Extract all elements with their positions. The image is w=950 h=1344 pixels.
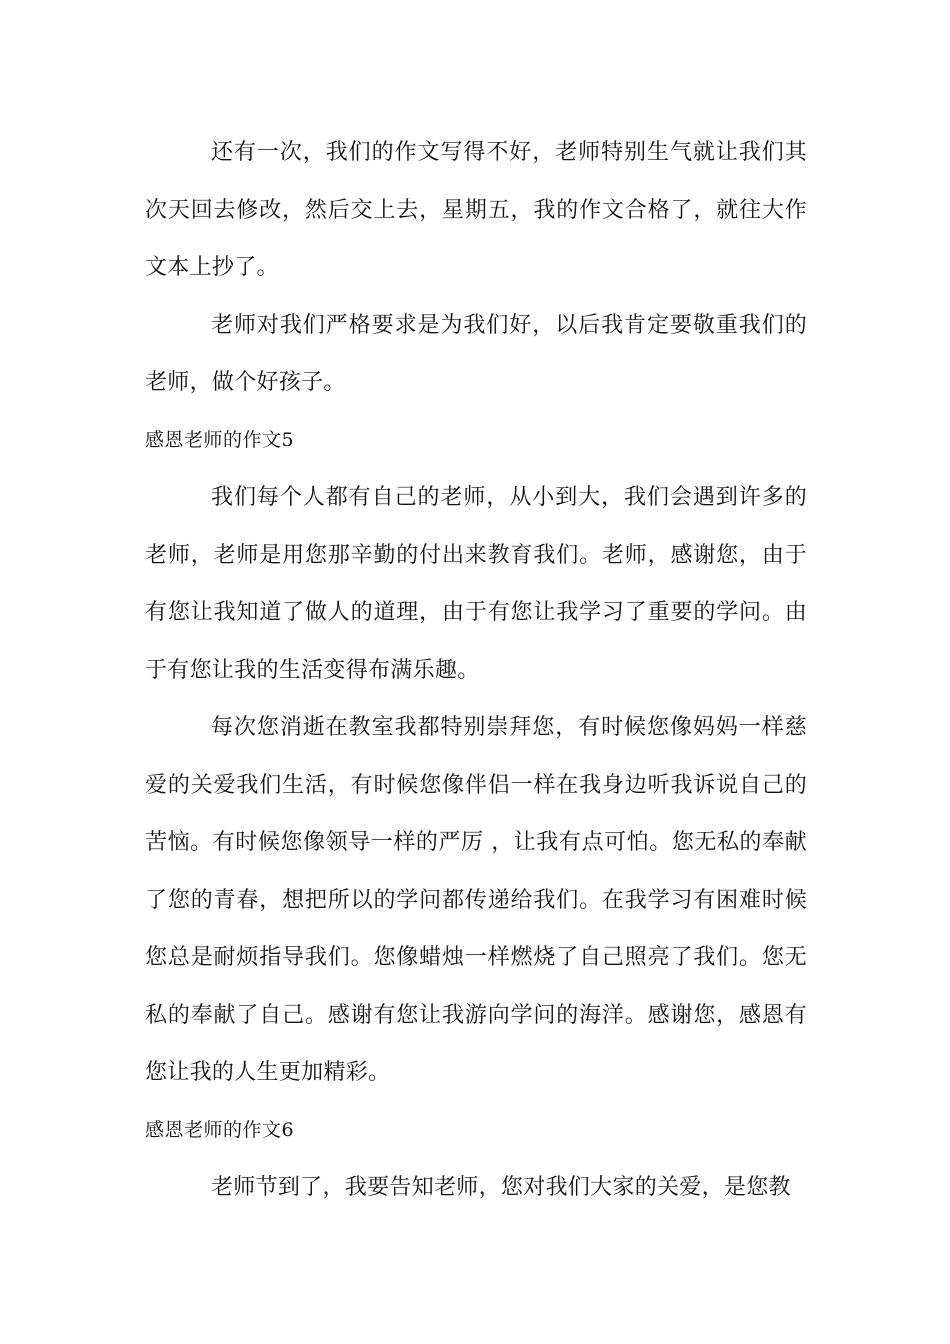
paragraph: 每次您消逝在教室我都特别崇拜您，有时候您像妈妈一样慈爱的关爱我们生活，有时候您像伴侣一样在我身边听我诉说自己的苦恼。有时候您像领导一样的严厉 ，让我有点可怕。您无私的奉献了您的青春，想把所以的学问都传递给我们。在我学习有困难时候您总是耐烦指导我们。您像蜡烛一样燃烧了自己照亮了我们。您无私的奉献了自己。感谢有您让我游向学问的海洋。感谢您，感恩有您让我的人生更加精彩。 xyxy=(145,715,807,1085)
section-heading: 感恩老师的作文5 xyxy=(145,428,295,451)
paragraph: 我们每个人都有自己的老师，从小到大，我们会遇到许多的老师，老师是用您那辛勤的付出来教育我们。老师，感谢您，由于有您让我知道了做人的道理，由于有您让我学习了重要的学问。由于有您让我的生活变得布满乐趣。 xyxy=(145,485,807,683)
paragraph: 老师节到了，我要告知老师，您对我们大家的关爱，是您教 xyxy=(211,1175,791,1200)
paragraph: 还有一次，我们的作文写得不好，老师特别生气就让我们其次天回去修改，然后交上去，星期五，我的作文合格了，就往大作文本上抄了。 xyxy=(145,140,807,280)
document-body xyxy=(145,124,807,1217)
paragraph: 老师对我们严格要求是为我们好，以后我肯定要敬重我们的老师，做个好孩子。 xyxy=(145,312,807,395)
section-heading: 感恩老师的作文6 xyxy=(145,1118,295,1141)
